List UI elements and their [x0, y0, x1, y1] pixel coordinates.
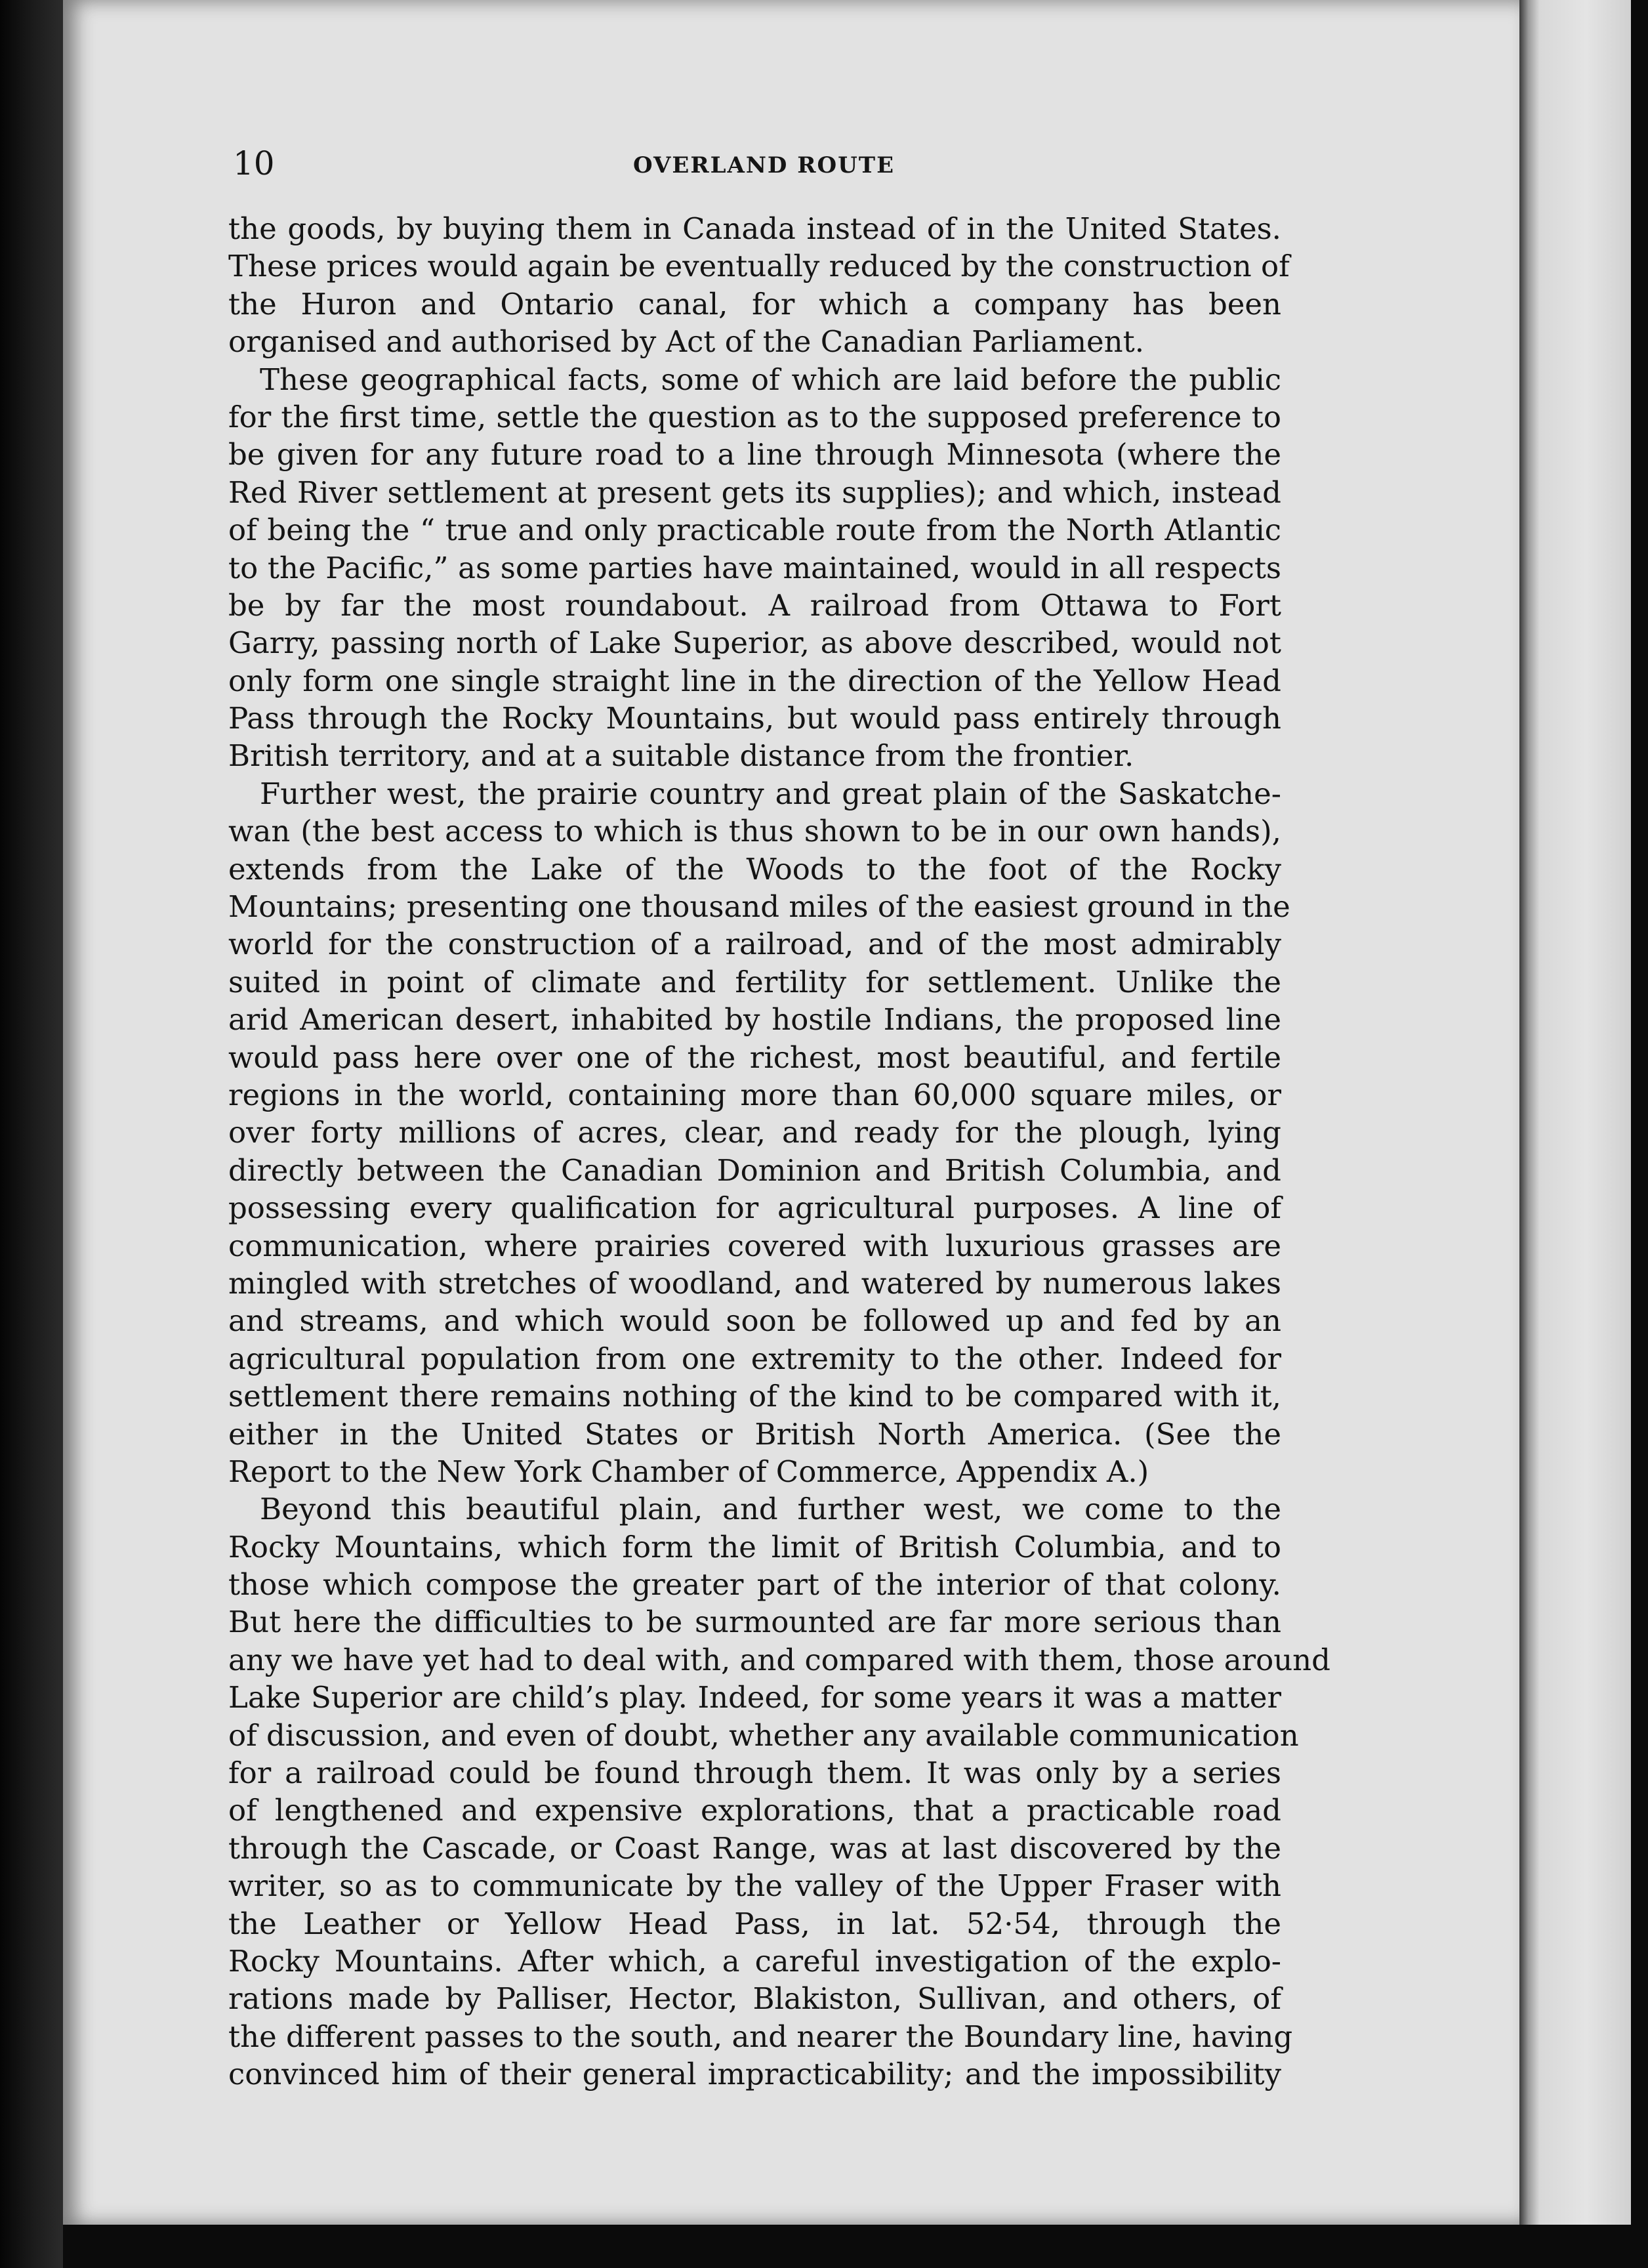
text-line: to the Pacific,” as some parties have maintained, would in all respects	[228, 550, 1281, 585]
text-line: British territory, and at a suitable distance from the frontier.	[228, 738, 1134, 774]
right-scan-border	[1631, 0, 1648, 2268]
paragraph	[228, 361, 1281, 775]
text-line: mingled with stretches of woodland, and watered by numerous lakes	[228, 1265, 1281, 1301]
text-line: These geographical facts, some of which are laid before the public	[260, 362, 1281, 397]
text-line: Mountains; presenting one thousand miles of the easiest ground in the	[228, 889, 1290, 925]
text-line: the different passes to the south, and nearer the Boundary line, having	[228, 2019, 1293, 2054]
text-line: possessing every qualification for agricultural purposes. A line of	[228, 1190, 1281, 1226]
text-line: and streams, and which would soon be followed up and fed by an	[228, 1303, 1281, 1339]
text-line: the Huron and Ontario canal, for which a company has been	[228, 286, 1281, 322]
text-line: through the Cascade, or Coast Range, was at last discovered by the	[228, 1830, 1281, 1866]
text-line: arid American desert, inhabited by hostile Indians, the proposed line	[228, 1002, 1281, 1038]
text-line: Red River settlement at present gets its supplies); and which, instead	[228, 474, 1281, 510]
text-line: only form one single straight line in the direction of the Yellow Head	[228, 663, 1281, 698]
text-line: settlement there remains nothing of the kind to be compared with it,	[228, 1379, 1281, 1414]
text-line: for the first time, settle the question as to the supposed preference to	[228, 399, 1281, 434]
text-line: Rocky Mountains, which form the limit of British Columbia, and to	[228, 1529, 1281, 1564]
text-line: Report to the New York Chamber of Commerce, Appendix A.)	[228, 1454, 1149, 1489]
text-line: Rocky Mountains. After which, a careful investigation of the explo-	[228, 1943, 1281, 1979]
left-scan-border	[0, 0, 63, 2268]
text-line: Pass through the Rocky Mountains, but would pass entirely through	[228, 701, 1281, 736]
text-line: of lengthened and expensive explorations, that a practicable road	[228, 1793, 1281, 1828]
text-line: writer, so as to communicate by the valley of the Upper Fraser with	[228, 1868, 1281, 1904]
text-line: Lake Superior are child’s play. Indeed, for some years it was a matter	[228, 1680, 1281, 1715]
body-text	[228, 210, 1330, 2093]
text-line: regions in the world, containing more than 60,000 square miles, or	[228, 1077, 1281, 1112]
text-line: extends from the Lake of the Woods to the foot of the Rocky	[228, 851, 1281, 887]
text-line: world for the construction of a railroad, and of the most admirably	[228, 927, 1281, 962]
text-line: But here the difficulties to be surmounted are far more serious than	[228, 1605, 1281, 1640]
text-line: for a railroad could be found through them. It was only by a series	[228, 1755, 1281, 1791]
running-head-title: OVERLAND ROUTE	[633, 152, 895, 178]
text-line: the goods, by buying them in Canada instead of in the United States.	[228, 211, 1281, 246]
text-line: rations made by Palliser, Hector, Blakiston, Sullivan, and others, of	[228, 1981, 1281, 2017]
text-line: communication, where prairies covered with luxurious grasses are	[228, 1228, 1281, 1263]
text-line: organised and authorised by Act of the Canadian Parliament.	[228, 324, 1145, 360]
page-number: 10	[233, 144, 275, 182]
text-line: convinced him of their general impracticability; and the impossibility	[228, 2057, 1281, 2092]
text-line: those which compose the greater part of the interior of that colony.	[228, 1567, 1281, 1603]
paragraph	[228, 1490, 1330, 2093]
text-line: the Leather or Yellow Head Pass, in lat. 52·54, through the	[228, 1906, 1281, 1941]
running-head	[233, 140, 1283, 186]
text-line: Garry, passing north of Lake Superior, as above described, would not	[228, 625, 1281, 661]
text-line: any we have yet had to deal with, and compared with them, those around	[228, 1642, 1330, 1677]
text-line: would pass here over one of the richest, most beautiful, and fertile	[228, 1040, 1281, 1075]
text-line: Further west, the prairie country and great plain of the Saskatche-	[260, 776, 1281, 811]
text-line: either in the United States or British North America. (See the	[228, 1416, 1281, 1452]
text-line: over forty millions of acres, clear, and ready for the plough, lying	[228, 1115, 1281, 1150]
text-line: of being the “ true and only practicable route from the North Atlantic	[228, 513, 1281, 548]
text-line: be given for any future road to a line through Minnesota (where the	[228, 437, 1281, 472]
bottom-scan-border	[63, 2225, 1648, 2268]
paragraph	[228, 775, 1290, 1490]
text-line: wan (the best access to which is thus shown to be in our own hands),	[228, 814, 1281, 849]
text-line: of discussion, and even of doubt, whether any available communication	[228, 1717, 1299, 1753]
text-line: directly between the Canadian Dominion and British Columbia, and	[228, 1152, 1281, 1188]
text-line: suited in point of climate and fertility for settlement. Unlike the	[228, 964, 1281, 999]
text-line: be by far the most roundabout. A railroad from Ottawa to Fort	[228, 587, 1281, 623]
facing-page-edge	[1519, 0, 1631, 2225]
text-line: Beyond this beautiful plain, and further west, we come to the	[260, 1492, 1281, 1527]
text-line: agricultural population from one extremity to the other. Indeed for	[228, 1341, 1281, 1376]
text-line: These prices would again be eventually reduced by the construction of	[228, 249, 1290, 284]
paragraph	[228, 210, 1290, 361]
